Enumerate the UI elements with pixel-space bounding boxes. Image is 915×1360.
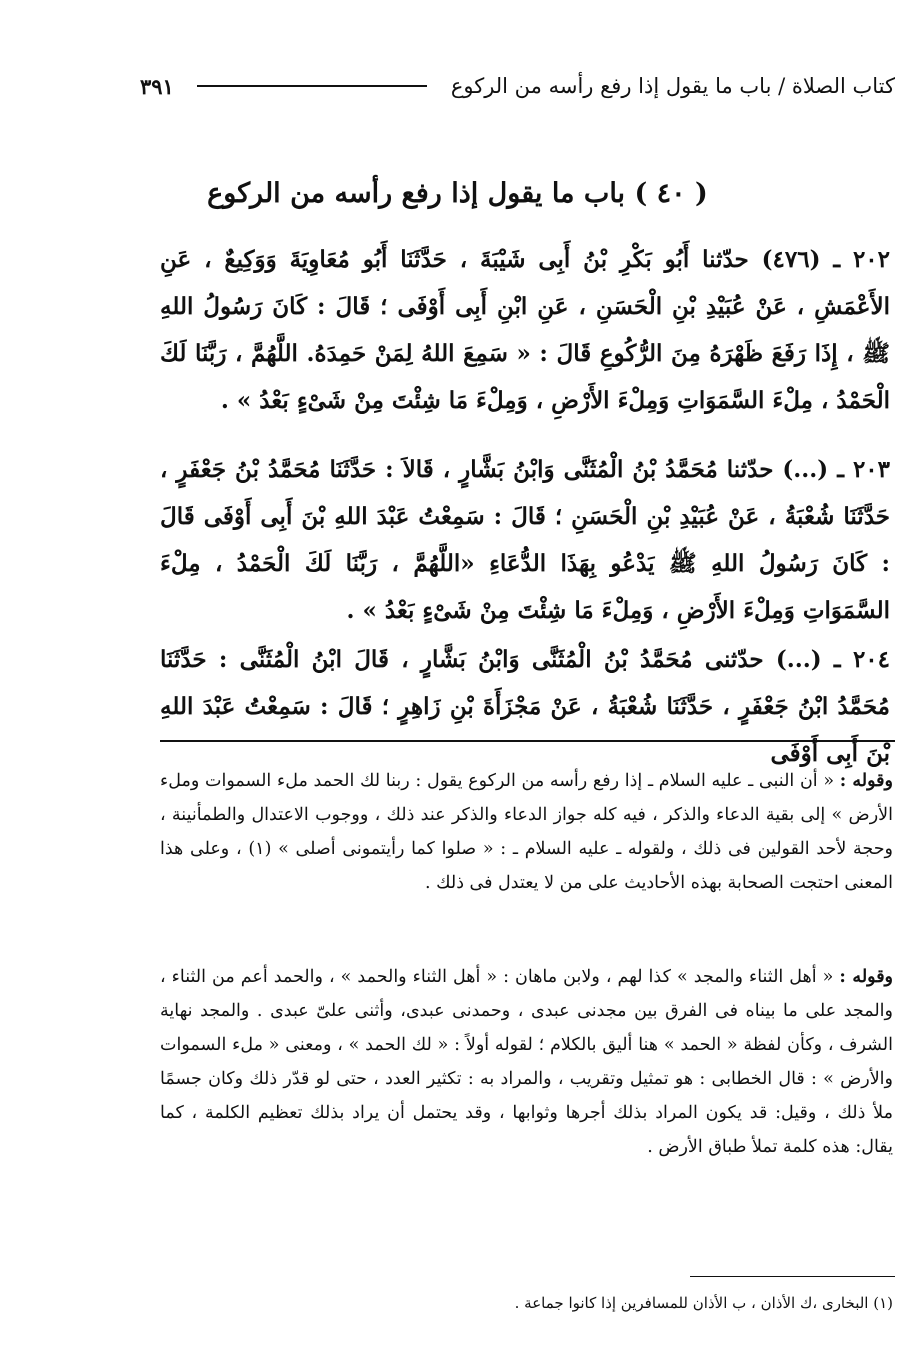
- footnote: (١) البخارى ،ك الأذان ، ب الأذان للمسافرين إذا كانوا جماعة .: [514, 1294, 893, 1312]
- text-commentary-divider: [160, 740, 895, 742]
- hadith-204: ٢٠٤ ـ (...) حدّثنى مُحَمَّدُ بْنُ الْمُثَنَّى وَابْنُ بَشَّارٍ ، قَالَ ابْنُ الْمُثَنَّى : حَدَّثَنَا مُحَمَّدُ ابْنُ جَعْفَرٍ ، حَدَّثَنَا شُعْبَةُ ، عَنْ مَجْزَأَةَ بْنِ زَاهِرٍ ؛ قَالَ : سَمِعْتُ عَبْدَ اللهِ بْنَ أَبِى أَوْفَى: [160, 646, 890, 767]
- running-header-title: كتاب الصلاة / باب ما يقول إذا رفع رأسه من الركوع: [450, 74, 895, 98]
- commentary-text: « أهل الثناء والمجد » كذا لهم ، ولابن ماهان : « أهل الثناء والحمد » ، والحمد أعم من الثناء ، والمجد على ما بيناه فى الفرق بين مجدنى عبدى ، وحمدنى عبدى، وأثنى علىّ عبدى . والمجد نهاية الشرف ، وكأن لفظة « الحمد » هنا أليق بالكلام ؛ لقوله أولاً : « لك الحمد » ، ومعنى « ملء السموات والأرض » : قال الخطابى : هو تمثيل وتقريب ، والمراد به : تكثير العدد ، حتى لو قدّر ذلك وكان جسمًا ملأ ذلك ، وقيل: قد يكون المراد بذلك أجرها وثوابها ، وقد يحتمل أن يراد بذلك تعظيم الكلمة ، كما يقال: هذه كلمة تملأ طباق الأرض .: [160, 967, 893, 1157]
- chapter-heading: ( ٤٠ ) باب ما يقول إذا رفع رأسه من الركوع: [207, 178, 708, 209]
- page-number: ٣٩١: [140, 73, 174, 99]
- commentary-paragraph: [160, 764, 893, 900]
- commentary-lead: وقوله :: [839, 967, 894, 987]
- footnote-divider: [690, 1276, 895, 1277]
- hadith-202: ٢٠٢ ـ (٤٧٦) حدّثنا أَبُو بَكْرِ بْنُ أَبِى شَيْبَةَ ، حَدَّثَنَا أَبُو مُعَاوِيَةَ وَوَكِيعٌ ، عَنِ الأَعْمَشِ ، عَنْ عُبَيْدِ بْنِ الْحَسَنِ ، عَنِ ابْنِ أَبِى أَوْفَى ؛ قَالَ : كَانَ رَسُولُ اللهِ ﷺ ، إِذَا رَفَعَ ظَهْرَهُ مِنَ الرُّكُوعِ قَالَ : « سَمِعَ اللهُ لِمَنْ حَمِدَهُ. اللَّهُمَّ ، رَبَّنَا لَكَ الْحَمْدُ ، مِلْءَ السَّمَوَاتِ وَمِلْءَ الأَرْضِ ، وَمِلْءَ مَا شِئْتَ مِنْ شَىْءٍ بَعْدُ » .: [160, 246, 890, 414]
- hadith-203: ٢٠٣ ـ (...) حدّثنا مُحَمَّدُ بْنُ الْمُثَنَّى وَابْنُ بَشَّارٍ ، قَالاَ : حَدَّثَنَا مُحَمَّدُ بْنُ جَعْفَرٍ ، حَدَّثَنَا شُعْبَةُ ، عَنْ عُبَيْدِ بْنِ الْحَسَنِ ؛ قَالَ : سَمِعْتُ عَبْدَ اللهِ بْنَ أَبِى أَوْفَى قَالَ : كَانَ رَسُولُ اللهِ ﷺ يَدْعُو بِهَذَا الدُّعَاءِ «اللَّهُمَّ ، رَبَّنَا لَكَ الْحَمْدُ ، مِلْءَ السَّمَوَاتِ وَمِلْءَ الأَرْضِ ، وَمِلْءَ مَا شِئْتَ مِنْ شَىْءٍ بَعْدُ » .: [160, 456, 890, 624]
- commentary-text: « أن النبى ـ عليه السلام ـ إذا رفع رأسه من الركوع يقول : ربنا لك الحمد ملء السموات وملء الأرض » إلى بقية الدعاء والذكر ، فيه كله جواز الدعاء والذكر عند ذلك ، ووجوب الاعتدال والطمأنينة ، وحجة لأحد القولين فى ذلك ، ولقوله ـ عليه السلام ـ : « صلوا كما رأيتمونى أصلى » (١) ، وعلى هذا المعنى احتجت الصحابة بهذه الأحاديث على من لا يعتدل فى ذلك .: [160, 771, 893, 893]
- commentary-paragraph: [160, 960, 893, 1164]
- running-header-rule: [197, 85, 427, 87]
- running-header: [140, 66, 895, 106]
- commentary-lead: وقوله :: [839, 771, 893, 791]
